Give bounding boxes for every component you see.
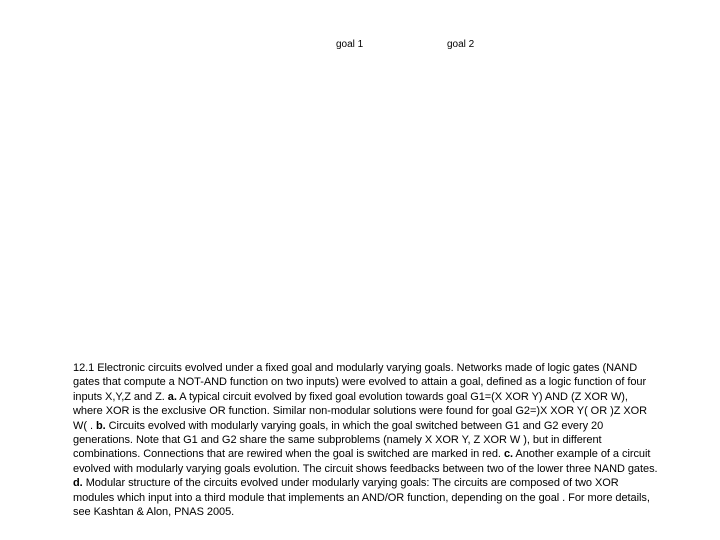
caption-text-1: 12.1 Electronic circuits evolved under a fixed goal and modularly varying goals. Networks made of logic gates (NAND gates that compute a NOT-AND function on two inputs) were evolved to attain a goal, defined as a logic function of four inputs X,Y,Z and Z. [73, 362, 647, 403]
caption-text-2: A typical circuit evolved by fixed goal evolution towards goal G1=(X XOR Y) AND (Z XOR W), where XOR is the exclusive OR function. Similar non-modular solutions were found for goal G2=)X XOR Y( OR )Z XOR W( . [73, 390, 648, 432]
caption-text-4: Another example of a circuit evolved with modularly varying goals evolution. The circuit shows feedbacks between two of the lower three NAND gates. [73, 448, 658, 475]
figure-caption [73, 361, 658, 519]
caption-marker-a: a. [167, 390, 177, 403]
caption-marker-d: d. [73, 477, 83, 490]
caption-text-3: Circuits evolved with modularly varying goals, in which the goal switched between G1 and G2 every 20 generations. Note that G1 and G2 share the same subproblems (namely X XOR Y, Z XOR W ), but in different combinations. Connections that are rewired when the goal is switched are marked in red. [73, 419, 604, 461]
caption-text-5: Modular structure of the circuits evolved under modularly varying goals: The circuits are composed of two XOR modules which input into a third module that implements an AND/OR function, depending on the goal . For more details, see Kashtan & Alon, PNAS 2005. [73, 477, 650, 519]
goal-2-label: goal 2 [447, 39, 475, 50]
caption-marker-c: c. [503, 448, 514, 461]
caption-marker-b: b. [95, 419, 106, 432]
goal-1-label: goal 1 [336, 39, 364, 50]
figure-area [70, 58, 650, 348]
